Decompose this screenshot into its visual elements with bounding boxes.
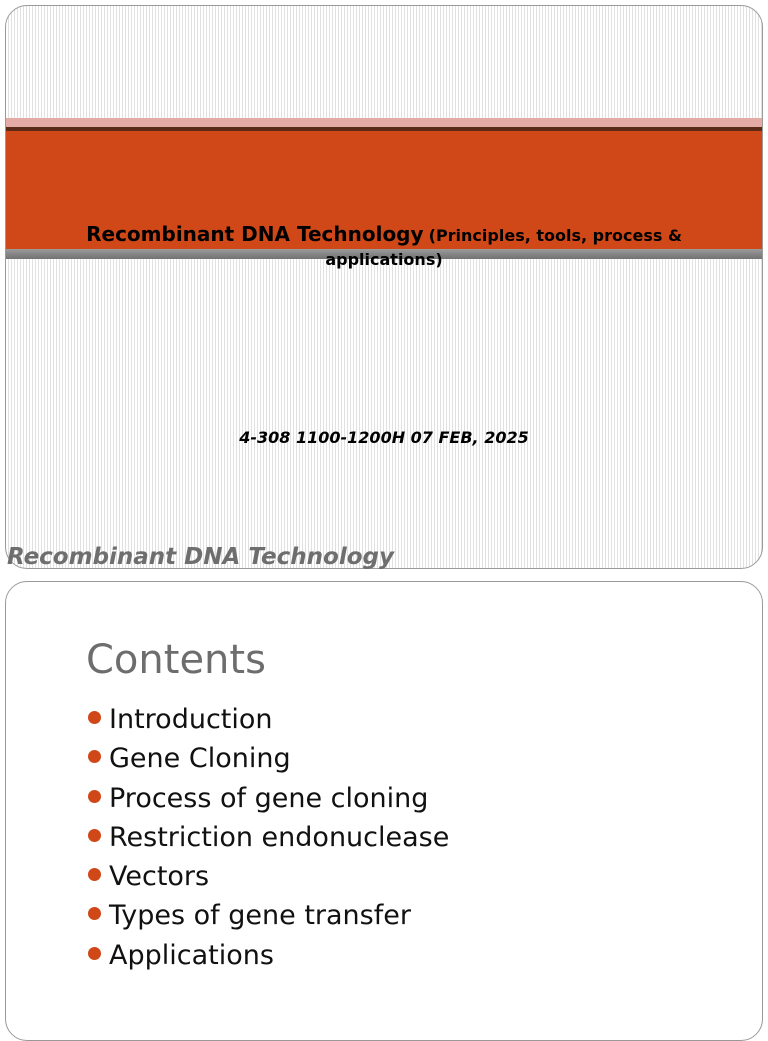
contents-item-gene-cloning [86,739,449,778]
bullet-dot-icon [88,750,101,763]
bullet-dot-icon [88,829,101,842]
slide-caption: Recombinant DNA Technology [7,544,394,570]
bullet-dot-icon [88,868,101,881]
contents-item-introduction [86,700,449,739]
contents-item-restriction [86,818,449,857]
contents-item-applications [86,936,449,975]
slide-title-main: Recombinant DNA Technology [86,222,424,246]
slide-date-line: 4-308 1100-1200H 07 FEB, 2025 [239,428,529,447]
title-slide [5,5,763,569]
contents-item-label: Restriction endonuclease [109,821,450,853]
contents-list [86,700,449,975]
bullet-dot-icon [88,947,101,960]
contents-item-process [86,779,449,818]
contents-item-label: Applications [109,939,274,971]
contents-item-label: Process of gene cloning [109,782,429,814]
bullet-dot-icon [88,790,101,803]
slide-title-subtitle: (Principles, tools, process & applications) [325,226,682,269]
bullet-dot-icon [88,711,101,724]
contents-item-label: Introduction [109,704,273,735]
contents-item-gene-transfer [86,896,449,935]
contents-item-label: Vectors [109,861,210,893]
title-pink-band [6,118,762,127]
contents-heading: Contents [86,637,266,683]
contents-item-label: Types of gene transfer [109,900,411,932]
contents-item-label: Gene Cloning [109,743,291,775]
contents-slide [5,581,763,1041]
bullet-dot-icon [88,907,101,920]
slide-title [26,222,742,272]
contents-item-vectors [86,857,449,896]
